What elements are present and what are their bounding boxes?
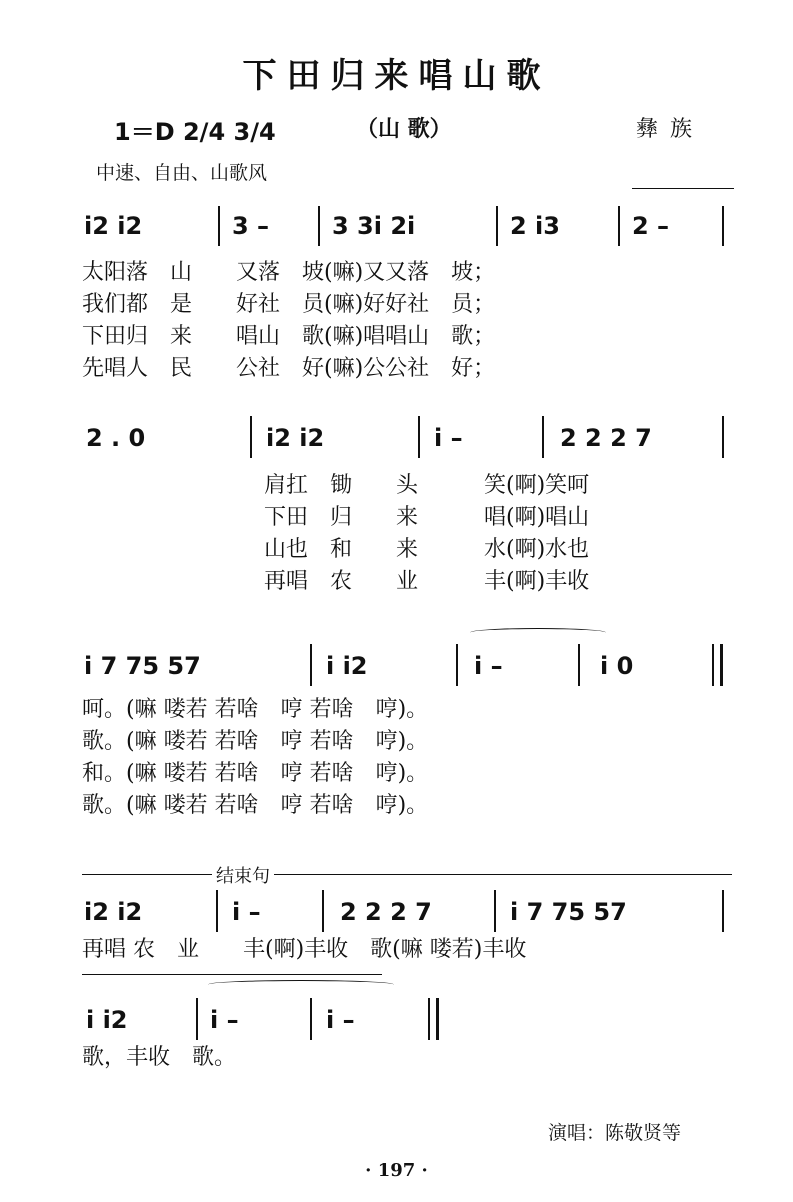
barline [216,890,218,932]
measure-1: i2 i2 [84,212,143,240]
lyric-line: 先唱人 民 公社 好(嘛)公公社 好； [82,356,496,381]
lyric-line: 下田归 来 唱山 歌(嘛)唱唱山 歌； [82,324,496,349]
slur-line [632,188,734,189]
measure-4: i 7 75 57 [510,898,627,926]
barline [310,998,312,1040]
barline [250,416,252,458]
lyric-line: 和。(嘛 喽若 若啥 哼 若啥 哼)。 [82,761,429,786]
lyric-line: 山也 和 来 水(啊)水也 [264,537,590,562]
measure-2: i2 i2 [266,424,325,452]
notation-row-2 [0,424,793,464]
ethnic-label: 彝族 [636,117,705,142]
slur-arc [470,628,606,637]
lyric-line: 再唱 农 业 丰(啊)丰收 [264,569,590,594]
ending-bracket-line [82,874,732,875]
key-signature: 1＝D 2/4 3/4 [114,118,276,146]
slur-line [82,974,382,975]
measure-1: i i2 [86,1006,128,1034]
barline [578,644,580,686]
measure-2: i i2 [326,652,368,680]
measure-4: 2 i3 [510,212,560,240]
ending-label: 结束句 [212,862,274,888]
performer-credit: 演唱：陈敬贤等 [548,1122,682,1144]
measure-4: 2 2 2 7 [560,424,652,452]
barline [722,206,724,246]
lyric-line: 歌，丰收 歌。 [82,1045,237,1070]
barline [196,998,198,1040]
lyric-line: 歌。(嘛 喽若 若啥 哼 若啥 哼)。 [82,793,429,818]
measure-5: 2 – [632,212,670,240]
lyric-line: 我们都 是 好社 员(嘛)好好社 员； [82,292,496,317]
barline [418,416,420,458]
barline [712,644,714,686]
lyric-line: 太阳落 山 又落 坡(嘛)又又落 坡； [82,260,496,285]
measure-4: i 0 [600,652,634,680]
lyric-line: 歌。(嘛 喽若 若啥 哼 若啥 哼)。 [82,729,429,754]
notation-row-3 [0,652,793,692]
lyric-line: 下田 归 来 唱(啊)唱山 [264,505,590,530]
measure-3: 3 3i 2i [332,212,416,240]
song-title: 下田归来唱山歌 [242,56,551,96]
measure-1: i2 i2 [84,898,143,926]
barline [456,644,458,686]
barline [542,416,544,458]
measure-2: 3 – [232,212,270,240]
lyric-line: 再唱 农 业 丰(啊)丰收 歌(嘛 喽若)丰收 [82,937,527,962]
barline [722,890,724,932]
lyric-line: 肩扛 锄 头 笑(啊)笑呵 [264,473,590,498]
barline [618,206,620,246]
barline [496,206,498,246]
barline [322,890,324,932]
genre-label: （山 歌） [356,116,452,142]
measure-1: 2 . 0 [86,424,146,452]
final-bar [436,998,439,1040]
barline [494,890,496,932]
measure-3: i – [474,652,503,680]
measure-3: i – [326,1006,355,1034]
barline [428,998,430,1040]
barline [310,644,312,686]
measure-3: i – [434,424,463,452]
measure-3: 2 2 2 7 [340,898,432,926]
slur-arc [208,980,394,989]
measure-2: i – [232,898,261,926]
lyric-line: 呵。(嘛 喽若 若啥 哼 若啥 哼)。 [82,697,429,722]
notation-row-1 [0,212,793,252]
measure-2: i – [210,1006,239,1034]
page-number: · 197 · [365,1160,428,1181]
repeat-bar [720,644,723,686]
barline [218,206,220,246]
measure-1: i 7 75 57 [84,652,201,680]
barline [722,416,724,458]
tempo-marking: 中速、自由、山歌风 [96,162,268,184]
barline [318,206,320,246]
